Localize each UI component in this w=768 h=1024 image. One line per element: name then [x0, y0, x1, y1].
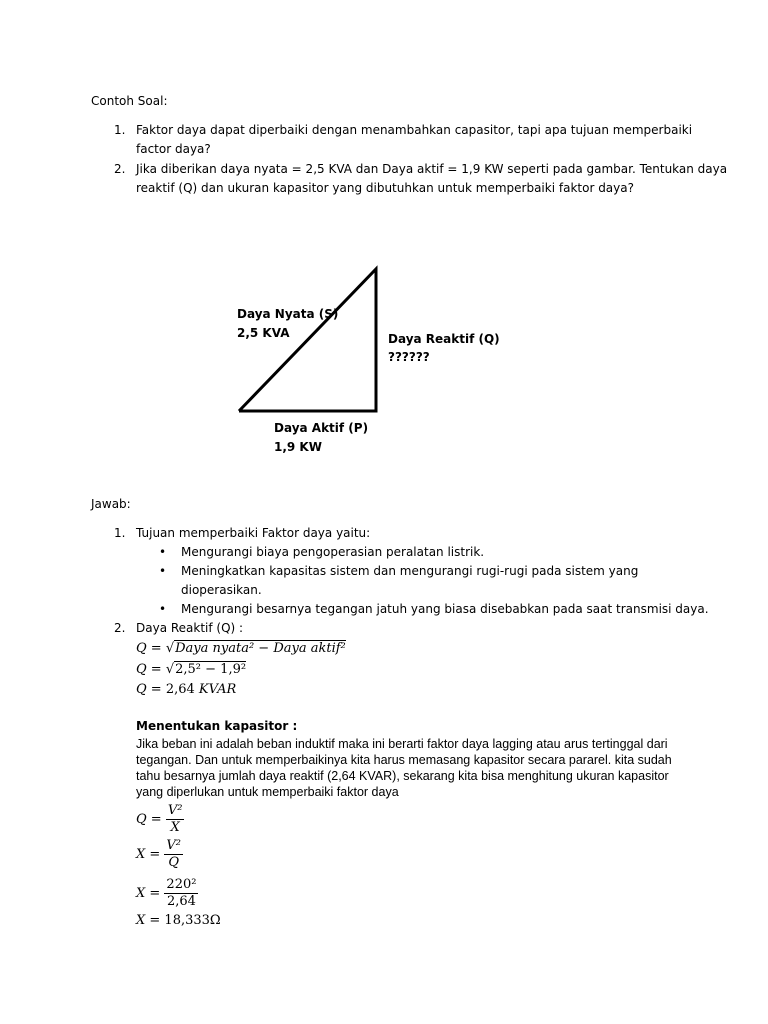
bullet-1: Mengurangi biaya pengoperasian peralatan listrik. [181, 545, 485, 559]
f2-num: V² [166, 838, 182, 853]
p-value: 1,9 KW [274, 440, 322, 454]
f1-num: V² [167, 803, 183, 818]
soal-2-line2: reaktif (Q) dan ukuran kapasitor yang dibutuhkan untuk memperbaiki faktor daya? [136, 181, 634, 195]
eq3-value: 2,64 [165, 682, 195, 697]
bullet-2-line2: dioperasikan. [181, 583, 262, 597]
f3-den: 2,64 [166, 894, 196, 909]
eq3-unit: KVAR [198, 682, 237, 697]
soal-1-line2: factor daya? [136, 142, 211, 156]
jawab-heading: Jawab: [91, 497, 131, 511]
soal-heading: Contoh Soal: [91, 94, 168, 108]
q-label: Daya Reaktif (Q) [388, 332, 500, 346]
eq2-radicand: 2,5² − 1,9² [175, 662, 247, 677]
sqrt-sign: √ [165, 662, 175, 677]
f4-lhs: X = [136, 913, 161, 928]
kapasitor-line3: tahu besarnya jumlah daya reaktif (2,64 KVAR), sekarang kita bisa menghitung ukuran kapasitor [136, 769, 669, 783]
soal-2-number: 2. [114, 162, 126, 176]
jawab-2-title: Daya Reaktif (Q) : [136, 621, 244, 635]
bullet-dot: • [159, 545, 167, 559]
triangle-outline [239, 269, 376, 411]
bullet-dot: • [159, 602, 167, 616]
sqrt-sign: √ [165, 641, 175, 656]
eq2-lhs: Q = [136, 662, 162, 677]
f4-value: 18,333Ω [164, 913, 221, 928]
f3-lhs: X = [136, 886, 161, 901]
eq1-radicand: Daya nyata² − Daya aktif² [175, 641, 346, 656]
kapasitor-title: Menentukan kapasitor : [136, 719, 298, 733]
f2-lhs: X = [136, 847, 161, 862]
bullet-3: Mengurangi besarnya tegangan jatuh yang biasa disebabkan pada saat transmisi daya. [181, 602, 709, 616]
bullet-dot: • [159, 564, 167, 578]
kapasitor-line2: tegangan. Dan untuk memperbaikinya kita harus memasang kapasitor secara pararel. kita sudah [136, 753, 672, 767]
eq1-lhs: Q = [136, 641, 162, 656]
soal-1-line1: Faktor daya dapat diperbaiki dengan menambahkan capasitor, tapi apa tujuan memperbaiki [136, 123, 693, 137]
f2-den: Q [168, 855, 180, 870]
jawab-2-number: 2. [114, 621, 126, 635]
kapasitor-line4: yang diperlukan untuk memperbaiki faktor daya [136, 785, 399, 799]
formula-x-result [136, 913, 221, 928]
formula-x [136, 838, 183, 871]
p-label: Daya Aktif (P) [274, 421, 369, 435]
q-value: ?????? [388, 350, 430, 364]
jawab-1-number: 1. [114, 526, 126, 540]
eq3-lhs: Q = [136, 682, 162, 697]
bullet-2-line1: Meningkatkan kapasitas sistem dan mengurangi rugi-rugi pada sistem yang [181, 564, 639, 578]
f1-lhs: Q = [136, 812, 162, 827]
soal-1-number: 1. [114, 123, 126, 137]
s-label: Daya Nyata (S) [237, 307, 339, 321]
jawab-1-title: Tujuan memperbaiki Faktor daya yaitu: [136, 526, 371, 540]
f1-fraction [166, 803, 185, 836]
eq2 [136, 662, 246, 677]
kapasitor-line1: Jika beban ini adalah beban induktif maka ini berarti faktor daya lagging atau arus tertinggal dari [136, 737, 668, 751]
formula-x-values [136, 877, 198, 910]
soal-2-line1: Jika diberikan daya nyata = 2,5 KVA dan Daya aktif = 1,9 KW seperti pada gambar. Tentukan daya [136, 162, 728, 176]
f2-fraction [164, 838, 183, 871]
f3-fraction [164, 877, 198, 910]
formula-q [136, 803, 184, 836]
eq3 [136, 682, 236, 697]
f3-num: 220² [166, 877, 197, 892]
eq1 [136, 641, 346, 656]
f1-den: X [170, 820, 180, 835]
s-value: 2,5 KVA [237, 326, 290, 340]
